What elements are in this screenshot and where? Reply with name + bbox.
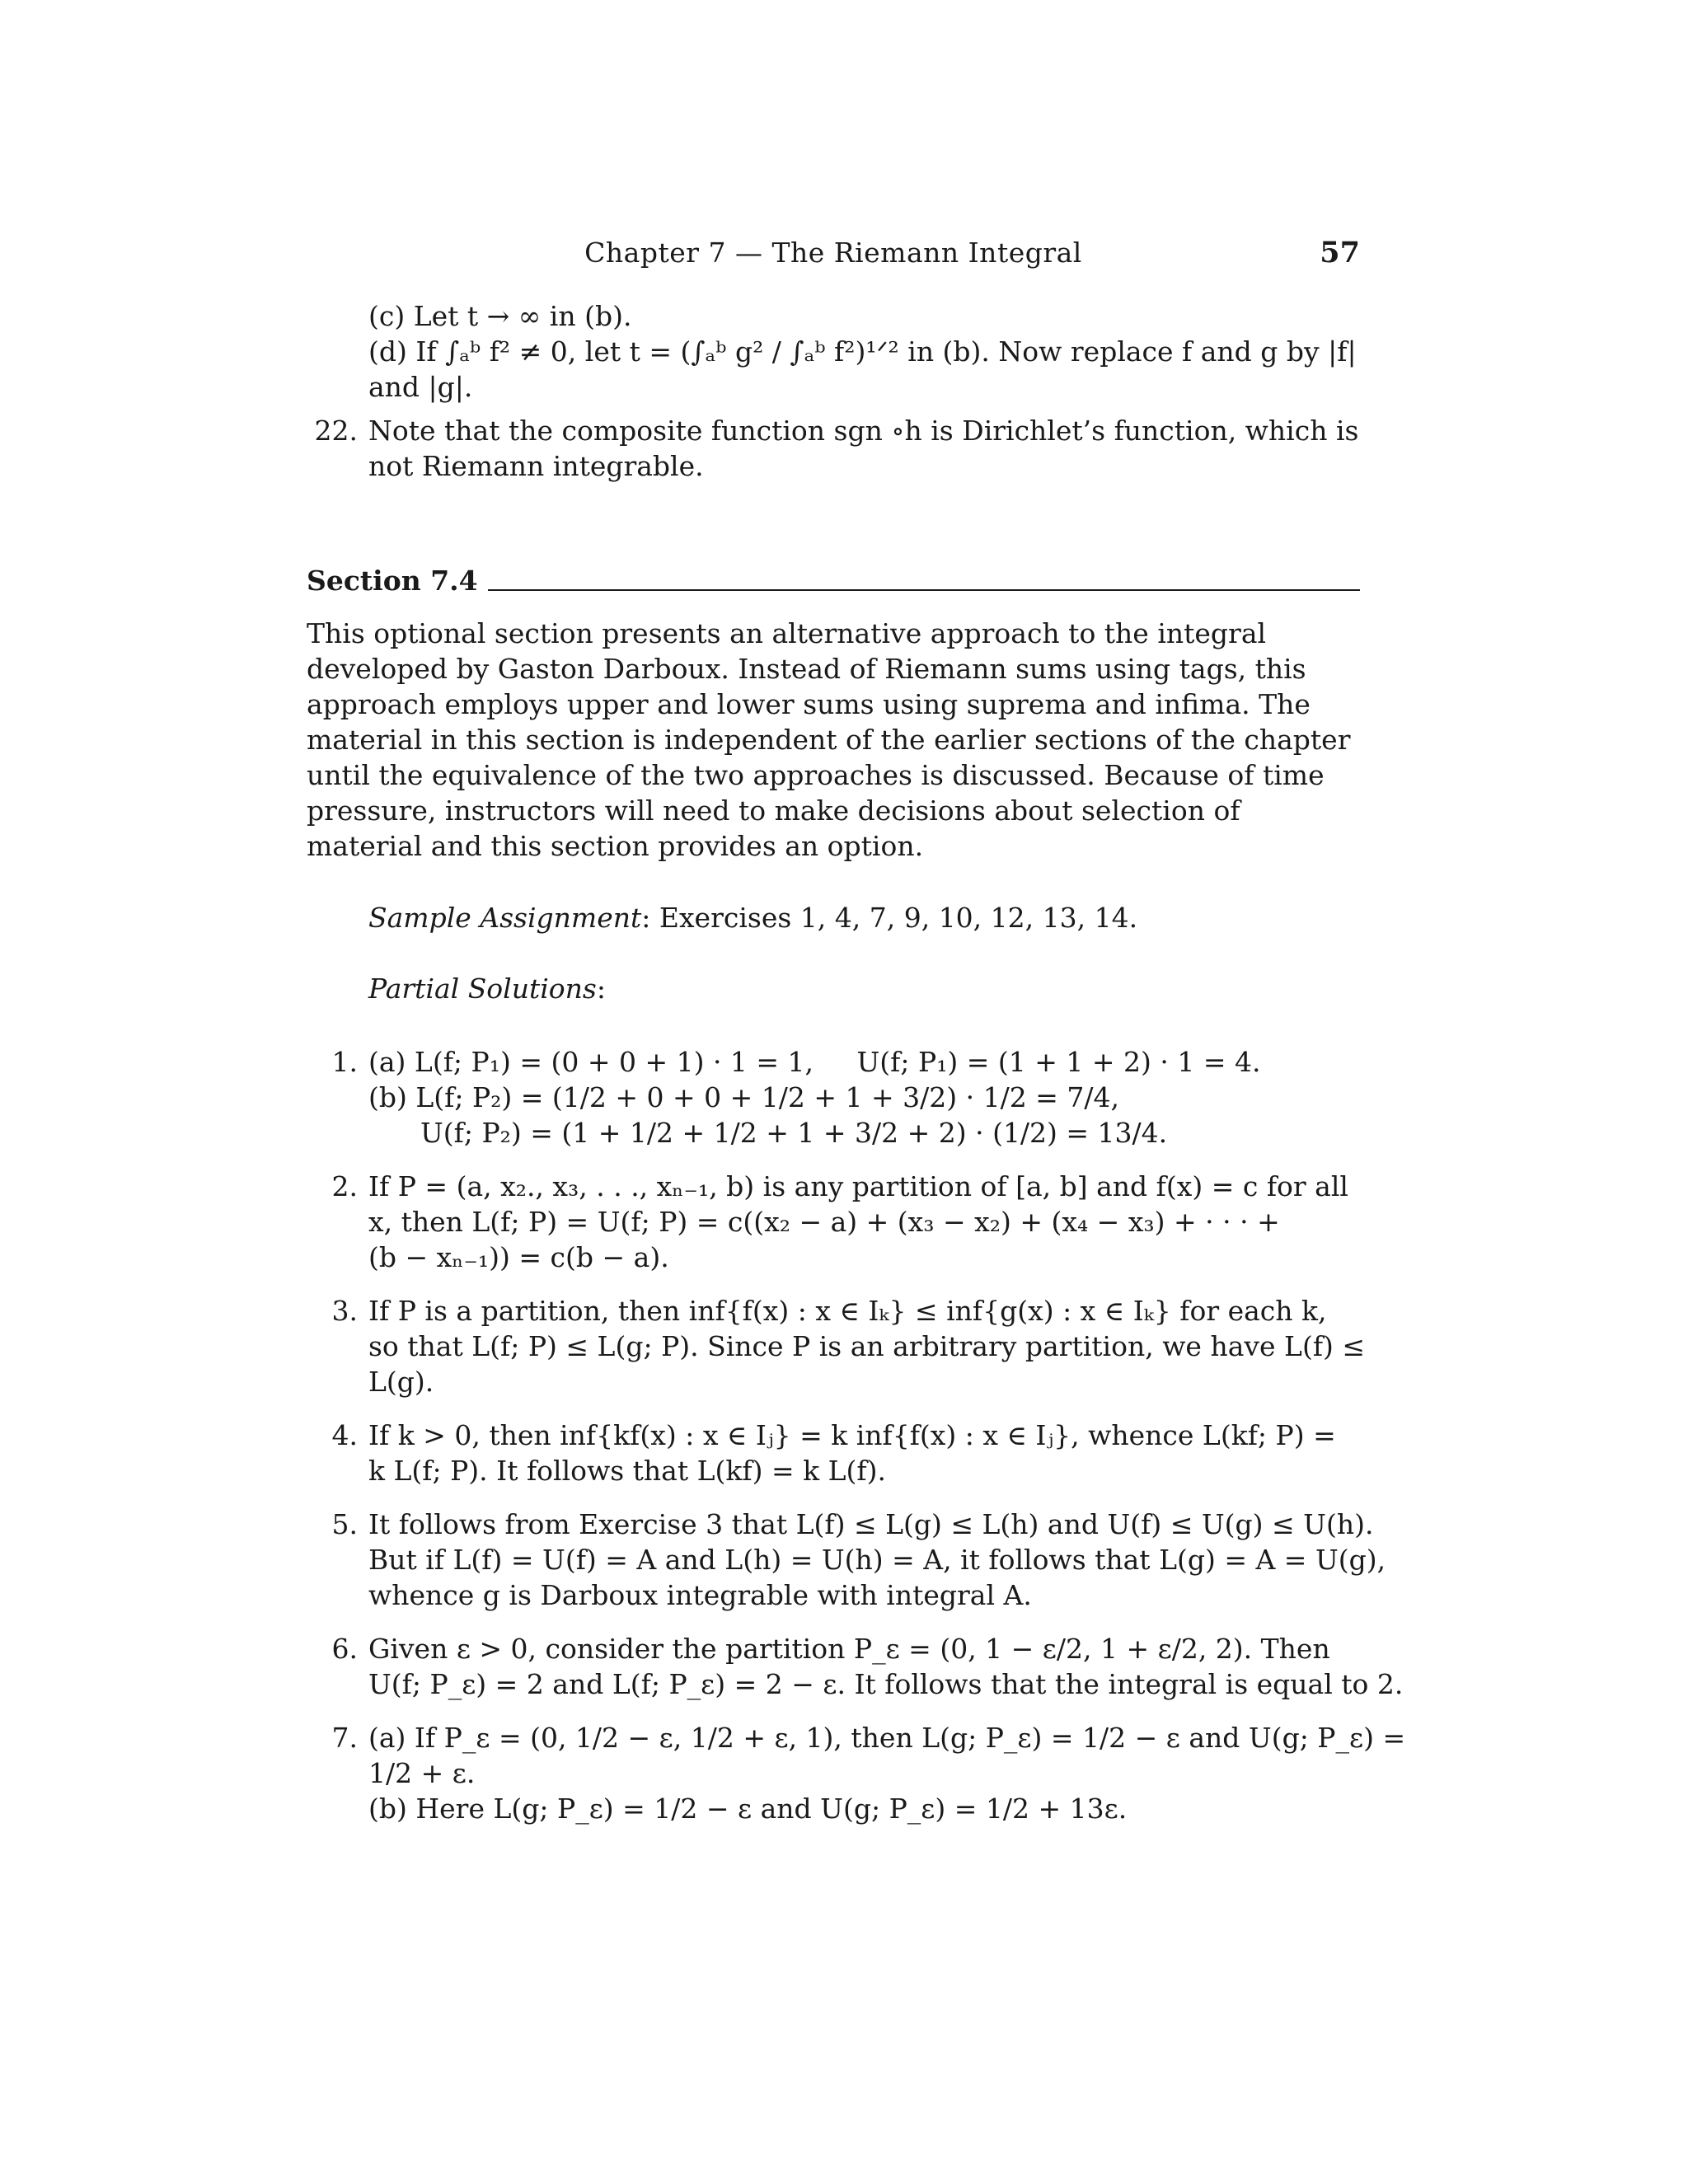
solution-line: 1/2 + ε. <box>368 1757 476 1789</box>
solution-line: (a) L(f; P₁) = (0 + 0 + 1) · 1 = 1, U(f; P₁) = (1 + 1 + 2) · 1 = 4. <box>368 1046 1261 1078</box>
partial-solutions-colon: : <box>596 972 606 1005</box>
solution-number: 7. <box>331 1722 358 1754</box>
solution-line: If P = (a, x₂., x₃, . . ., xₙ₋₁, b) is any partition of [a, b] and f(x) = c for all <box>368 1170 1348 1202</box>
solution-line: x, then L(f; P) = U(f; P) = c((x₂ − a) + (x₃ − x₂) + (x₄ − x₃) + · · · + <box>368 1206 1280 1238</box>
solution-line: It follows from Exercise 3 that L(f) ≤ L(g) ≤ L(h) and U(f) ≤ U(g) ≤ U(h). <box>368 1508 1374 1540</box>
solution-item <box>307 1507 1386 1613</box>
solution-item <box>307 1293 1366 1399</box>
sample-assignment-label: Sample Assignment <box>368 902 642 934</box>
solutions-list <box>307 1044 1406 1826</box>
solution-item <box>307 1720 1406 1826</box>
section-rule <box>488 589 1360 591</box>
solution-21c: (c) Let t → ∞ in (b). <box>368 300 632 332</box>
solution-number: 22. <box>314 415 358 447</box>
solution-21d-line1: (d) If ∫ₐᵇ f² ≠ 0, let t = (∫ₐᵇ g² / ∫ₐᵇ f²)¹ᐟ² in (b). Now replace f and g by |f| <box>368 335 1357 368</box>
solution-line: If k > 0, then inf{kf(x) : x ∈ Iⱼ} = k inf{f(x) : x ∈ Iⱼ}, whence L(kf; P) = <box>368 1419 1336 1451</box>
solution-number: 4. <box>331 1419 358 1451</box>
solution-22 <box>307 413 1360 484</box>
partial-solutions-label: Partial Solutions <box>368 972 597 1005</box>
solution-line: whence g is Darboux integrable with integral A. <box>368 1579 1032 1611</box>
section-heading <box>307 563 1360 601</box>
solution-number: 5. <box>331 1508 358 1540</box>
chapter-title: Chapter 7 — The Riemann Integral <box>584 237 1082 269</box>
sample-assignment <box>307 900 1360 935</box>
solution-item <box>307 1631 1404 1702</box>
solution-line: U(f; P_ε) = 2 and L(f; P_ε) = 2 − ε. It follows that the integral is equal to 2. <box>368 1668 1404 1700</box>
solution-number: 6. <box>331 1633 358 1665</box>
solution-line: Given ε > 0, consider the partition P_ε = (0, 1 − ε/2, 1 + ε/2, 2). Then <box>368 1633 1330 1665</box>
section-body <box>307 616 1406 1826</box>
solution-line: If P is a partition, then inf{f(x) : x ∈ Iₖ} ≤ inf{g(x) : x ∈ Iₖ} for each k, <box>368 1295 1327 1327</box>
section-label: Section 7.4 <box>307 563 495 598</box>
solution-line: U(f; P₂) = (1 + 1/2 + 1/2 + 1 + 3/2 + 2) · (1/2) = 13/4. <box>368 1117 1168 1149</box>
solution-item <box>307 1169 1360 1275</box>
solution-line: k L(f; P). It follows that L(kf) = k L(f). <box>368 1455 886 1487</box>
solution-line: L(g). <box>368 1366 434 1398</box>
solution-number: 2. <box>331 1170 358 1202</box>
solution-line: (b − xₙ₋₁)) = c(b − a). <box>368 1241 669 1273</box>
sample-assignment-text: : Exercises 1, 4, 7, 9, 10, 12, 13, 14. <box>641 902 1138 934</box>
solution-item <box>307 1418 1360 1488</box>
running-header <box>307 235 1360 273</box>
solution-line: so that L(f; P) ≤ L(g; P). Since P is an arbitrary partition, we have L(f) ≤ <box>368 1330 1366 1362</box>
solution-line: (a) If P_ε = (0, 1/2 − ε, 1/2 + ε, 1), then L(g; P_ε) = 1/2 − ε and U(g; P_ε) = <box>368 1722 1406 1754</box>
solution-number: 1. <box>331 1046 358 1078</box>
solution-number: 3. <box>331 1295 358 1327</box>
partial-solutions-heading <box>307 971 1360 1006</box>
page-number: 57 <box>1320 236 1360 269</box>
continued-solutions <box>307 298 1360 484</box>
solution-item <box>307 1044 1360 1151</box>
solution-line: But if L(f) = U(f) = A and L(h) = U(h) = A, it follows that L(g) = A = U(g), <box>368 1544 1386 1576</box>
solution-line: (b) Here L(g; P_ε) = 1/2 − ε and U(g; P_ε) = 1/2 + 13ε. <box>368 1793 1128 1825</box>
section-intro: This optional section presents an alternative approach to the integral developed by Gaston Darboux. Instead of Riemann sums using tags, this approach employs upper and lower sums using suprema and infima. The material in this section is independent of the earlier sections of the chapter until the equivalence of the two approaches is discussed. Because of time pressure, instructors will need to make decisions about selection of material and this section provides an option. <box>307 617 1351 862</box>
solution-line: (b) L(f; P₂) = (1/2 + 0 + 0 + 1/2 + 1 + 3/2) · 1/2 = 7/4, <box>368 1081 1119 1113</box>
solution-text: Note that the composite function sgn ∘h is Dirichlet’s function, which is not Riemann integrable. <box>368 415 1359 482</box>
solution-21d-line2: and |g|. <box>368 371 473 403</box>
